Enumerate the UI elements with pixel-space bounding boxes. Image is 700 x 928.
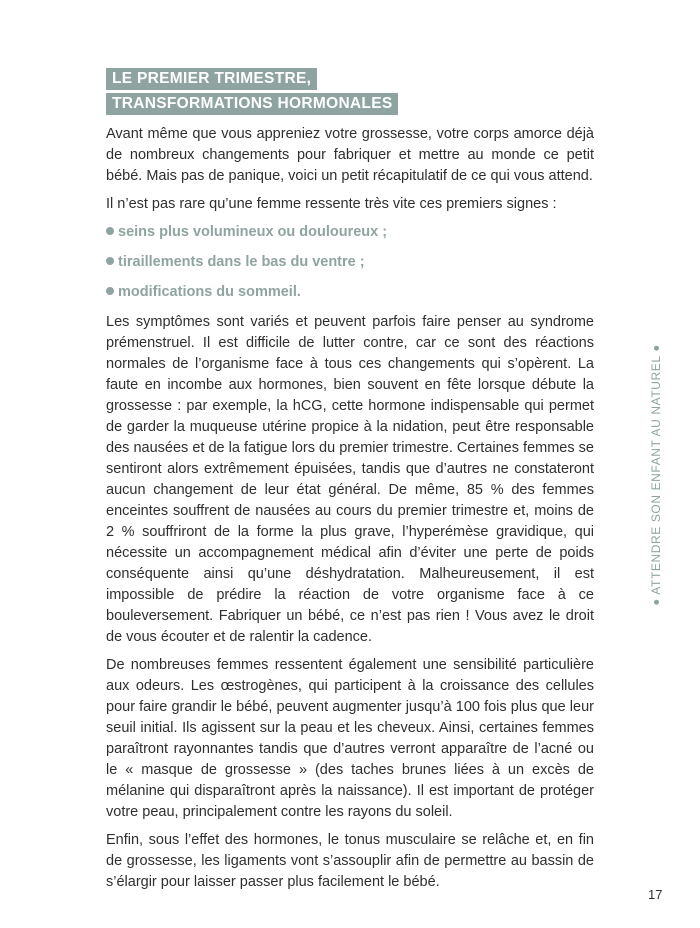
heading-line-2: TRANSFORMATIONS HORMONALES bbox=[106, 93, 398, 115]
bullet-dot-icon bbox=[106, 227, 114, 235]
page-content bbox=[106, 68, 594, 900]
list-item bbox=[106, 282, 594, 303]
list-item-text: seins plus volumineux ou douloureux ; bbox=[118, 224, 388, 240]
heading-line-1: LE PREMIER TRIMESTRE, bbox=[106, 68, 317, 90]
list-item-text: modifications du sommeil. bbox=[118, 284, 301, 300]
running-header-side bbox=[644, 348, 668, 602]
page-number: 17 bbox=[648, 887, 663, 902]
side-label: ATTENDRE SON ENFANT AU NATUREL bbox=[649, 355, 663, 595]
section-heading bbox=[106, 68, 594, 118]
signs-intro-paragraph: Il n’est pas rare qu’une femme ressente très vite ces premiers signes : bbox=[106, 196, 557, 212]
bullet-dot-icon bbox=[106, 257, 114, 265]
symptom-list bbox=[106, 222, 594, 303]
side-dot-icon bbox=[654, 345, 659, 350]
intro-paragraph: Avant même que vous appreniez votre grossesse, votre corps amorce déjà de nombreux changements pour fabriquer et mettre au monde ce petit bébé. Mais pas de panique, voici un petit récapitulatif de ce qui vous attend. bbox=[106, 126, 594, 184]
list-item bbox=[106, 252, 594, 273]
body-paragraph-muscles: Enfin, sous l’effet des hormones, le tonus musculaire se relâche et, en fin de grossesse, les ligaments vont s’assouplir afin de permettre au bassin de s’élargir pour laisser passer plus facilement le bébé. bbox=[106, 832, 594, 890]
side-dot-icon bbox=[654, 600, 659, 605]
bullet-dot-icon bbox=[106, 287, 114, 295]
list-item-text: tiraillements dans le bas du ventre ; bbox=[118, 254, 365, 270]
body-paragraph-odors: De nombreuses femmes ressentent également une sensibilité particulière aux odeurs. Les œstrogènes, qui participent à la croissance des cellules pour faire grandir le bébé, peuvent augmenter jusqu’à 100 fois plus que leur seuil initial. Ils agissent sur la peau et les cheveux. Ainsi, certaines femmes paraîtront rayonnantes tandis que d’autres verront apparaître de l’acné ou le « masque de grossesse » (des taches brunes liées à un excès de mélanine qui disparaîtront après la naissance). Il est important de protéger votre peau, principalement contre les rayons du soleil. bbox=[106, 657, 594, 820]
body-paragraph-symptoms: Les symptômes sont variés et peuvent parfois faire penser au syndrome prémenstruel. Il est difficile de lutter contre, car ce sont des réactions normales de l’organisme face à tous ces changements qui s’opèrent. La faute en incombe aux hormones, bien souvent en fête lorsque débute la grossesse : par exemple, la hCG, cette hormone indispensable qui permet de garder la muqueuse utérine propice à la nidation, peut être responsable des nausées et de la fatigue lors du premier trimestre. Certaines femmes se sentiront alors extrêmement épuisées, tandis que d’autres ne constateront aucun changement de leur état général. De même, 85 % des femmes enceintes souffrent de nausées au cours du premier trimestre et, moins de 2 % souffriront de la forme la plus grave, l’hyperémèse gravidique, qui nécessite un accompagnement médical afin d’éviter une perte de poids conséquente ainsi qu’une déshydratation. Malheureusement, il est impossible de prédire la réaction de votre organisme face à ce bouleversement. Fabriquer un bébé, ce n’est pas rien ! Vous avez le droit de vous écouter et de ralentir la cadence. bbox=[106, 314, 594, 645]
list-item bbox=[106, 222, 594, 243]
